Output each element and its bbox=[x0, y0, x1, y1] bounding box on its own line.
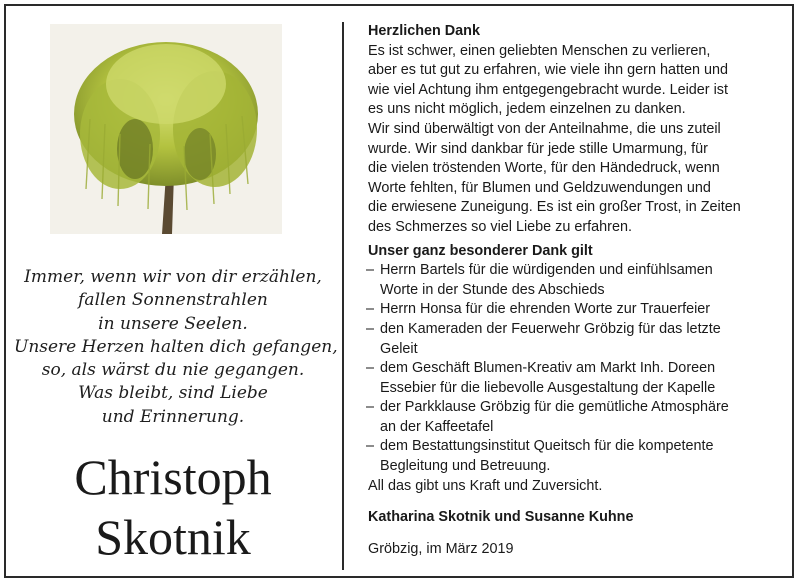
list-dash: – bbox=[366, 320, 375, 337]
list-item-line: Begleitung und Betreuung. bbox=[380, 458, 551, 475]
list-item-line: Geleit bbox=[380, 340, 418, 357]
poem-line: Was bleibt, sind Liebe bbox=[78, 383, 268, 404]
memorial-poem bbox=[14, 266, 338, 429]
thanks-text-line: wie viel Achtung ihm entgegengebracht wurde. Leider ist bbox=[368, 81, 728, 98]
list-item-line: dem Bestattungsinstitut Queitsch für die kompetente bbox=[380, 438, 714, 455]
list-item-line: Essebier für die liebevolle Ausgestaltung der Kapelle bbox=[380, 379, 716, 396]
column-divider bbox=[342, 22, 344, 570]
poem-line: so, als wärst du nie gegangen. bbox=[41, 360, 305, 381]
thanks-text-line: wurde. Wir sind dankbar für jede stille Umarmung, für bbox=[368, 140, 708, 157]
deceased-last-name: Skotnik bbox=[95, 509, 251, 565]
willow-tree-image bbox=[50, 24, 282, 234]
thanks-text-line: die erwiesene Zuneigung. Es ist ein großer Trost, in Zeiten bbox=[368, 199, 741, 216]
signature: Katharina Skotnik und Susanne Kuhne bbox=[368, 509, 634, 526]
poem-line: Immer, wenn wir von dir erzählen, bbox=[24, 267, 322, 287]
thanks-heading: Herzlichen Dank bbox=[368, 23, 480, 39]
list-item bbox=[368, 300, 788, 320]
list-dash: – bbox=[366, 438, 375, 455]
list-item bbox=[368, 398, 788, 437]
thanks-column bbox=[368, 22, 788, 559]
thanks-text-line: des Schmerzes so viel Liebe zu erfahren. bbox=[368, 218, 632, 235]
list-item bbox=[368, 320, 788, 359]
thanks-text-line: die vielen tröstenden Worte, für den Händedruck, wenn bbox=[368, 160, 720, 177]
list-item-line: an der Kaffeetafel bbox=[380, 418, 494, 435]
list-item-line: den Kameraden der Feuerwehr Gröbzig für das letzte bbox=[380, 320, 721, 337]
list-dash: – bbox=[366, 262, 375, 279]
list-item bbox=[368, 359, 788, 398]
closing-sentence: All das gibt uns Kraft und Zuversicht. bbox=[368, 477, 603, 494]
list-item-line: Herrn Bartels für die würdigenden und einfühlsamen bbox=[380, 262, 713, 279]
list-item bbox=[368, 437, 788, 476]
list-item bbox=[368, 261, 788, 300]
thanks-text-line: aber es tut gut zu erfahren, wie viele ihn gern hatten und bbox=[368, 62, 728, 79]
thanks-text-line: Es ist schwer, einen geliebten Menschen zu verlieren, bbox=[368, 42, 711, 59]
poem-line: fallen Sonnenstrahlen bbox=[78, 290, 268, 311]
list-item-line: dem Geschäft Blumen-Kreativ am Markt Inh. Doreen bbox=[380, 360, 716, 377]
poem-line: und Erinnerung. bbox=[101, 406, 245, 427]
poem-line: in unsere Seelen. bbox=[98, 313, 248, 334]
poem-line: Unsere Herzen halten dich gefangen, bbox=[14, 336, 338, 357]
special-thanks-heading: Unser ganz besonderer Dank gilt bbox=[368, 242, 593, 259]
list-dash: – bbox=[366, 399, 375, 416]
list-dash: – bbox=[366, 360, 375, 377]
thanks-text-line: Wir sind überwältigt von der Anteilnahme, die uns zuteil bbox=[368, 120, 721, 137]
willow-tree-icon bbox=[50, 24, 282, 234]
deceased-first-name: Christoph bbox=[74, 449, 272, 505]
list-dash: – bbox=[366, 301, 375, 318]
list-item-line: Worte in der Stunde des Abschieds bbox=[380, 281, 605, 298]
place-date: Gröbzig, im März 2019 bbox=[368, 540, 514, 557]
list-item-line: der Parkklause Gröbzig für die gemütliche Atmosphäre bbox=[380, 399, 729, 416]
list-item-line: Herrn Honsa für die ehrenden Worte zur Trauerfeier bbox=[380, 301, 711, 318]
thanks-text-line: Worte fehlten, für Blumen und Geldzuwendungen und bbox=[368, 179, 711, 196]
thanks-text-line: es uns nicht möglich, jedem einzelnen zu danken. bbox=[368, 101, 686, 118]
